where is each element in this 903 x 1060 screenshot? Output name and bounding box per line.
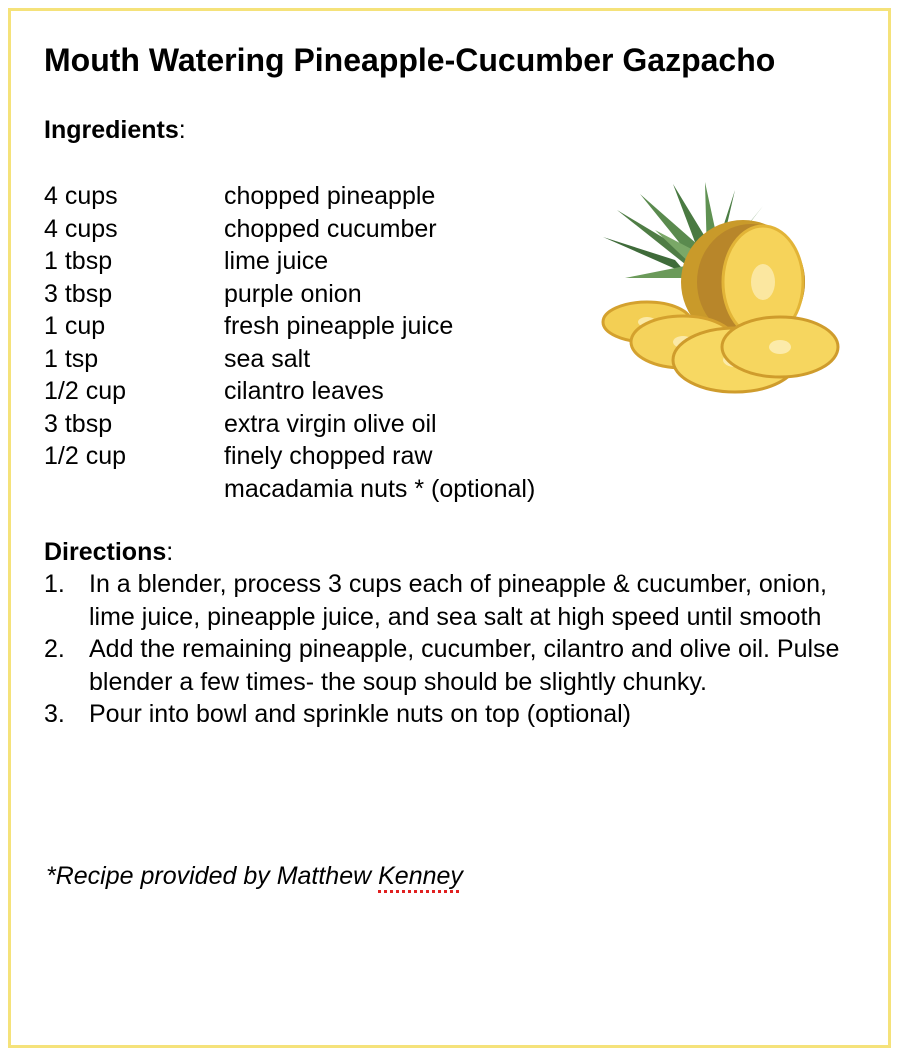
credit-prefix: *Recipe provided by Matthew [46,862,379,890]
ingredient-item: fresh pineapple juice [224,312,454,340]
ingredient-row [44,278,584,311]
pineapple-image [595,182,845,397]
ingredient-qty: 1 cup [44,312,106,340]
step-number: 3. [44,700,65,728]
ingredient-qty: 3 tbsp [44,279,113,308]
ingredient-qty: 4 cups [44,182,118,210]
ingredient-qty: 1/2 cup [44,442,127,470]
ingredient-row [44,245,584,278]
ingredient-qty [44,473,224,506]
ingredient-qty: 4 cups [44,214,118,243]
ingredient-row [44,180,584,213]
recipe-title: Mouth Watering Pineapple-Cucumber Gazpacho [44,42,776,78]
ingredient-item: lime juice [224,247,329,275]
direction-step [44,698,874,731]
directions-heading: Directions: [44,538,174,566]
direction-step [44,568,874,633]
ingredient-row [44,440,584,473]
ingredients-heading: Ingredients: [44,116,186,144]
ingredient-qty: 1 tbsp [44,247,113,275]
step-text: Add the remaining pineapple, cucumber, cilantro and olive oil. Pulse blender a few times- the soup should be slightly chunky. [89,635,840,696]
ingredient-item: purple onion [224,279,362,308]
directions-list [44,568,874,731]
ingredient-item: chopped pineapple [224,182,436,210]
ingredient-item: finely chopped raw [224,442,433,470]
direction-step [44,633,874,698]
ingredient-qty: 3 tbsp [44,409,113,438]
ingredient-item: macadamia nuts * (optional) [224,474,536,503]
recipe-card [8,8,891,1048]
ingredient-qty: 1/2 cup [44,377,127,405]
step-text: In a blender, process 3 cups each of pineapple & cucumber, onion, lime juice, pineapple juice, and sea salt at high speed until smooth [89,570,827,631]
ingredients-list [44,180,584,505]
ingredient-row [44,375,584,408]
ingredient-row [44,343,584,376]
recipe-credit [46,860,463,892]
credit-name: Kenney [378,862,463,890]
step-number: 2. [44,635,65,663]
ingredient-item: cilantro leaves [224,377,384,405]
step-number: 1. [44,570,65,598]
ingredient-row [44,213,584,246]
step-text: Pour into bowl and sprinkle nuts on top (optional) [89,700,631,728]
ingredient-item: sea salt [224,344,311,373]
ingredient-row [44,310,584,343]
ingredient-item: chopped cucumber [224,214,437,243]
ingredient-row [44,408,584,441]
ingredient-qty: 1 tsp [44,344,99,373]
ingredient-item: extra virgin olive oil [224,409,437,438]
ingredient-row [44,473,584,506]
